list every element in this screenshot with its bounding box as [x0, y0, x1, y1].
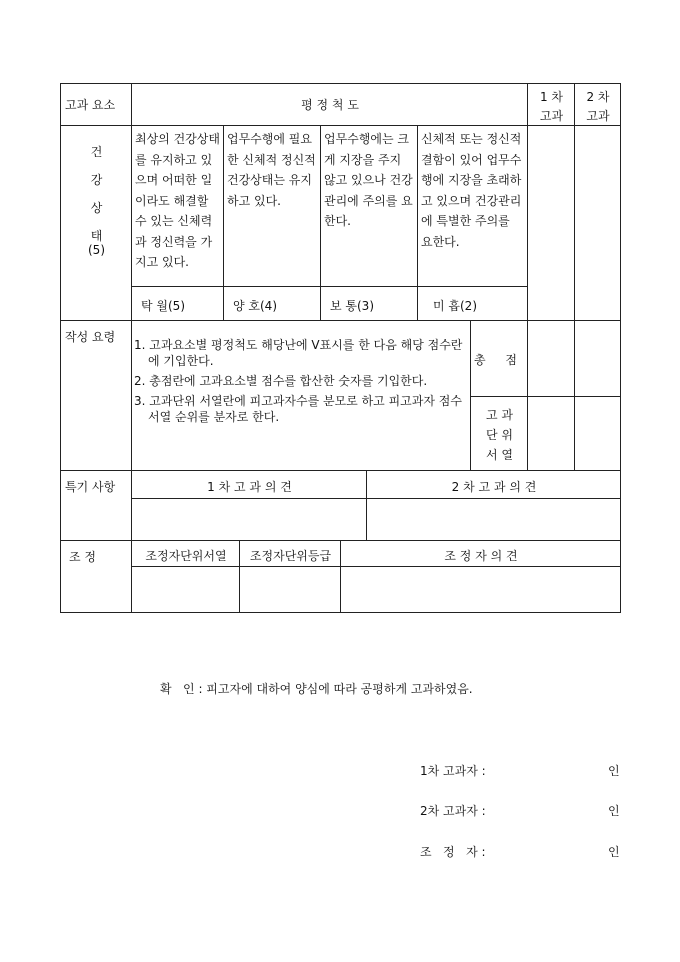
notes-label: 특기 사항 [65, 480, 116, 494]
header-first-review: 1 차 고과 [539, 90, 564, 123]
adjust-opinion-label: 조 정 자 의 견 [444, 549, 518, 563]
grade-good: 양 호(4) [233, 299, 277, 313]
header-second-review: 2 차 고과 [586, 90, 610, 123]
adjust-rank-field[interactable] [132, 567, 239, 612]
second-opinion-field[interactable] [367, 499, 620, 540]
first-reviewer-seal[interactable]: 인 [608, 764, 620, 778]
guide-item: 2. 총점란에 고과요소별 점수를 합산한 숫자를 기입한다. [134, 374, 428, 388]
adjuster-seal[interactable]: 인 [608, 845, 620, 859]
guide-label: 작성 요령 [65, 330, 116, 344]
second-rank-cell[interactable] [575, 397, 620, 470]
adjust-rank-label: 조정자단위서열 [145, 549, 227, 563]
description-poor: 신체적 또는 정신적 결함이 있어 업무수행에 지장을 초래하고 있으며 건강관리에 특별한 주의를 요한다. [421, 132, 522, 249]
guide-list [134, 337, 468, 425]
header-scale: 평 정 척 도 [301, 98, 359, 112]
adjuster-label: 조 정 자 : [420, 845, 486, 859]
description-excellent: 최상의 건강상태를 유지하고 있으며 어떠한 일이라도 해결할 수 있는 신체력과 정신력을 가지고 있다. [135, 132, 220, 269]
second-opinion-label: 2 차 고 과 의 견 [451, 480, 537, 494]
first-review-score-cell[interactable] [528, 126, 574, 320]
confirmation-statement: 확 인 : 피고자에 대하여 양심에 따라 공평하게 고과하였음. [160, 682, 473, 696]
description-average: 업무수행에는 크게 지장을 주지 않고 있으나 건강관리에 주의를 요한다. [324, 132, 413, 228]
first-reviewer-label: 1차 고과자 : [420, 764, 486, 778]
first-opinion-label: 1 차 고 과 의 견 [207, 480, 292, 494]
second-review-score-cell[interactable] [575, 126, 620, 320]
adjust-grade-label: 조정자단위등급 [249, 549, 332, 563]
header-factor: 고과 요소 [65, 98, 116, 112]
grade-excellent: 탁 월(5) [141, 299, 185, 313]
first-total-cell[interactable] [528, 321, 574, 396]
guide-item: 1. 고과요소별 평정척도 해당난에 V표시를 한 다음 해당 점수란에 기입한다. [134, 338, 463, 368]
description-good: 업무수행에 필요한 신체적 정신적 건강상태는 유지하고 있다. [227, 132, 316, 208]
grade-average: 보 통(3) [330, 299, 374, 313]
second-reviewer-label: 2차 고과자 : [420, 804, 486, 818]
first-opinion-field[interactable] [132, 499, 366, 540]
second-reviewer-seal[interactable]: 인 [608, 804, 620, 818]
total-score-label: 총 점 [474, 353, 525, 367]
adjust-label: 조 정 [69, 550, 96, 564]
rank-label: 고 과 단 위 서 열 [486, 408, 513, 462]
adjust-opinion-field[interactable] [341, 567, 620, 612]
factor-health: 건 강 상 태 (5) [88, 145, 105, 257]
adjust-grade-field[interactable] [240, 567, 340, 612]
first-rank-cell[interactable] [528, 397, 574, 470]
guide-item: 3. 고과단위 서열란에 피고과자수를 분모로 하고 피고과자 점수서열 순위를 분자로 한다. [134, 394, 462, 424]
second-total-cell[interactable] [575, 321, 620, 396]
grade-poor: 미 흡(2) [433, 299, 477, 313]
